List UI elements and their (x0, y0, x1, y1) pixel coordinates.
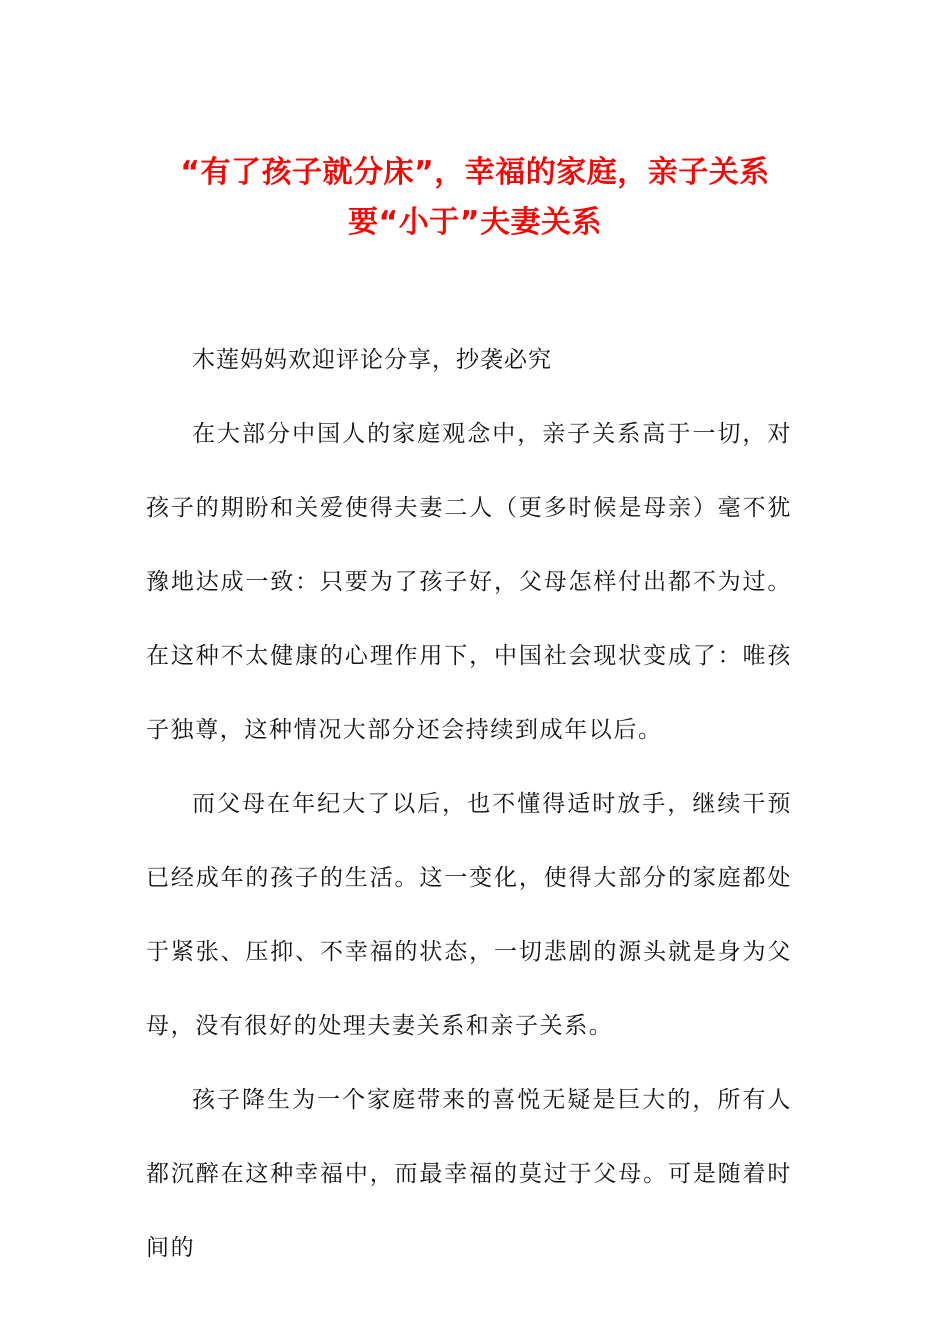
article-title: “有了孩子就分床”，幸福的家庭，亲子关系要“小于”夫妻关系 (180, 155, 770, 240)
article-body (146, 323, 792, 1285)
body-paragraph-3: 孩子降生为一个家庭带来的喜悦无疑是巨大的，所有人都沉醉在这种幸福中，而最幸福的莫过于父母。可是随着时间的 (146, 1087, 792, 1261)
body-paragraph-2: 而父母在年纪大了以后，也不懂得适时放手，继续干预已经成年的孩子的生活。这一变化，使得大部分的家庭都处于紧张、压抑、不幸福的状态，一切悲剧的源头就是身为父母，没有很好的处理夫妻关系和亲子关系。 (146, 791, 792, 1039)
body-paragraph-1: 在大部分中国人的家庭观念中，亲子关系高于一切，对孩子的期盼和关爱使得夫妻二人（更多时候是母亲）毫不犹豫地达成一致：只要为了孩子好，父母怎样付出都不为过。在这种不太健康的心理作用下，中国社会现状变成了：唯孩子独尊，这种情况大部分还会持续到成年以后。 (146, 421, 792, 743)
author-credit-paragraph: 木莲妈妈欢迎评论分享，抄袭必究 (192, 347, 552, 373)
